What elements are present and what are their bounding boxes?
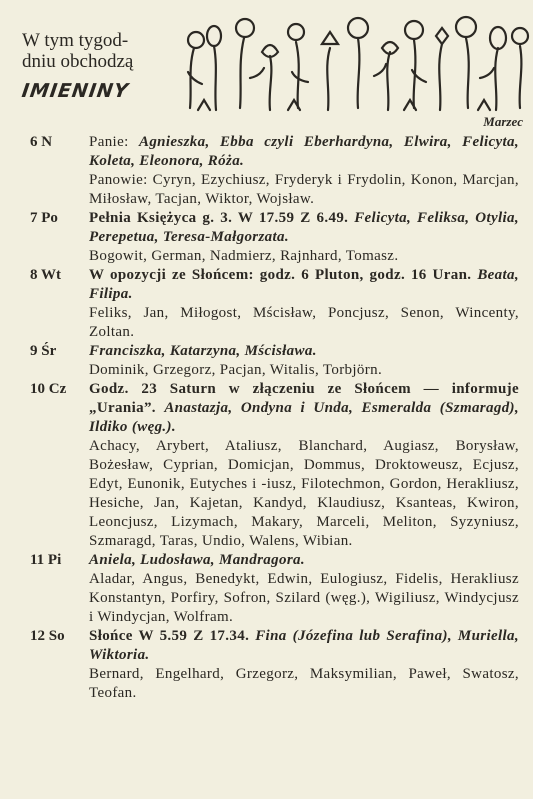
day-first-line [89,627,519,665]
men-names: Bogowit, German, Nadmierz, Rajnhard, Tomasz. [89,248,399,264]
day-names [89,133,519,209]
men-names: Feliks, Jan, Miłogost, Mścisław, Poncjusz, Senon, Wincenty, Zoltan. [89,305,519,340]
women-names: Agnieszka, Ebba czyli Eberhardyna, Elwira, Felicyta, Koleta, Eleonora, Róża. [89,134,519,169]
day-names [89,266,519,342]
header-title [22,30,133,72]
day-names [89,380,519,551]
women-names: Franciszka, Katarzyna, Mścisława. [89,343,317,359]
title-word: IMIENINY [20,80,131,102]
women-names: Anastazja, Ondyna i Unda, Esmeralda (Szmaragd), Ildiko (węg.). [89,400,519,435]
day-entry [0,342,533,380]
men-names: Aladar, Angus, Benedykt, Edwin, Eulogiusz, Fidelis, Herakliusz Konstantyn, Porfiry, Sofron, Szilard (węg.), Wigiliusz, Windycjusz i Windycjan, Wolfram. [89,571,519,625]
day-astronomy-note: W opozycji ze Słońcem: godz. 6 Pluton, godz. 16 Uran. [89,267,472,283]
day-entry [0,551,533,627]
day-astronomy-note: Pełnia Księżyca g. 3. W 17.59 Z 6.49. [89,210,349,226]
day-names [89,627,519,703]
day-first-line [89,266,519,304]
men-names: Bernard, Engelhard, Grzegorz, Maksymilian, Paweł, Swatosz, Teofan. [89,666,519,701]
day-first-line [89,342,519,361]
day-label: 11 Pi [30,552,62,568]
day-astronomy-note: Słońce W 5.59 Z 17.34. [89,628,250,644]
men-names: Dominik, Grzegorz, Pacjan, Witalis, Torbjörn. [89,362,383,378]
day-entry [0,380,533,551]
flowers-illustration-icon [178,8,533,114]
women-names: Aniela, Ludosława, Mandragora. [89,552,305,568]
day-label: 10 Cz [30,381,67,397]
header [0,0,533,128]
day-first-line [89,551,519,570]
men-names: Panowie: Cyryn, Ezychiusz, Fryderyk i Frydolin, Konon, Marcjan, Miłosław, Tacjan, Wiktor, Wojsław. [89,172,519,207]
day-first-line [89,133,519,171]
day-entry [0,266,533,342]
day-entry [0,627,533,703]
day-label: 12 So [30,628,65,644]
women-names: Felicyta, Feliksa, Otylia, Perepetua, Teresa-Małgorzata. [89,210,519,245]
women-names: Fina (Józefina lub Serafina), Muriella, Wiktoria. [89,628,519,663]
title-line-1: W tym tygod- [22,30,129,51]
day-names [89,342,519,380]
day-first-line [89,380,519,437]
day-entry [0,133,533,209]
day-label: 8 Wt [30,267,61,283]
day-entry [0,209,533,266]
day-first-line [89,209,519,247]
women-names: Beata, Filipa. [89,267,519,302]
day-names [89,209,519,266]
day-names [89,551,519,627]
day-astronomy-note: Godz. 23 Saturn w złączeniu ze Słońcem — informuje „Urania”. [89,381,519,416]
month-label: Marzec [483,114,523,129]
women-prefix: Panie: [89,134,139,150]
title-line-2: dniu obchodzą [22,51,134,72]
day-label: 7 Po [30,210,58,226]
day-label: 9 Śr [30,343,57,359]
days-list [0,133,533,703]
men-names: Achacy, Arybert, Ataliusz, Blanchard, Augiasz, Borysław, Bożesław, Cyprian, Domicjan, Dommus, Droktoweusz, Ecjusz, Edyt, Eunonik, Eutyches i -iusz, Filotechmon, Gordon, Herakliusz, Hesiche, Jan, Kajetan, Kandyd, Klaudiusz, Ksanteas, Kwiron, Leoncjusz, Lizymach, Makary, Marceli, Meliton, Syzyniusz, Szmaragd, Taras, Undio, Walens, Wibian. [89,438,519,549]
day-label: 6 N [30,134,53,150]
